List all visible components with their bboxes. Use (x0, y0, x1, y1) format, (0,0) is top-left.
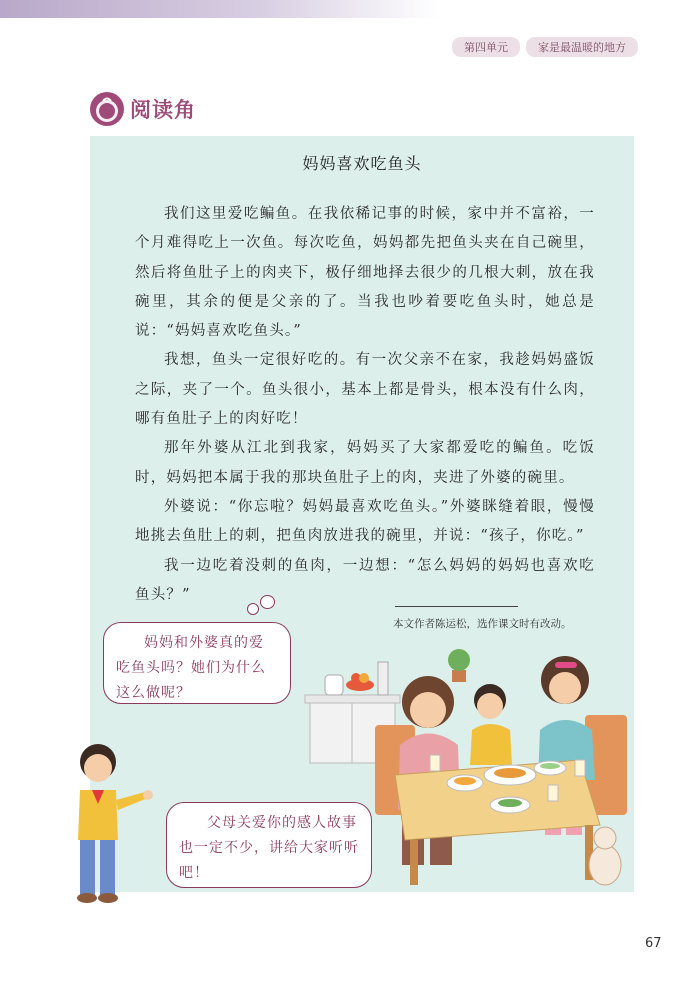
unit-header (452, 37, 638, 57)
article-paragraph: 我们这里爱吃鳊鱼。在我依稀记事的时候，家中并不富裕，一个月难得吃上一次鱼。每次吃鱼，妈妈都先把鱼头夹在自己碗里，然后将鱼肚子上的肉夹下，极仔细地择去很少的几根大刺，放在我碗里，其余的便是父亲的了。当我也吵着要吃鱼头时，她总是说：“妈妈喜欢吃鱼头。” (135, 206, 595, 340)
source-note: 本文作者陈运松，选作课文时有改动。 (393, 618, 572, 630)
question-text: 妈妈和外婆真的爱吃鱼头吗？她们为什么这么做呢？ (116, 635, 266, 701)
article-paragraph: 我一边吃着没刺的鱼肉，一边想：“怎么妈妈的妈妈也喜欢吃鱼头？” (135, 557, 595, 603)
apple-head-icon (90, 92, 124, 126)
prompt-text: 父母关爱你的感人故事也一定不少，讲给大家听听吧！ (179, 815, 359, 881)
article-paragraph: 那年外婆从江北到我家，妈妈买了大家都爱吃的鳊鱼。吃饭时，妈妈把本属于我的那块鱼肚子上的肉，夹进了外婆的碗里。 (135, 440, 595, 486)
thought-dot (247, 603, 259, 615)
prompt-bubble (166, 802, 372, 888)
section-header (90, 92, 196, 126)
article-paragraph: 外婆说：“你忘啦？妈妈最喜欢吃鱼头。”外婆眯缝着眼，慢慢地挑去鱼肚上的刺，把鱼肉放进我的碗里，并说：“孩子，你吃。” (135, 498, 595, 545)
article-paragraph: 我想，鱼头一定很好吃的。有一次父亲不在家，我趁妈妈盛饭之际，夹了一个。鱼头很小，基本上都是骨头，根本没有什么肉，哪有鱼肚子上的肉好吃！ (135, 352, 595, 428)
article-body (135, 200, 595, 610)
question-bubble (103, 622, 291, 704)
section-title: 阅读角 (130, 98, 196, 122)
boy-narrator-illustration (70, 740, 165, 910)
page-number: 67 (645, 936, 662, 951)
source-divider (395, 606, 518, 607)
unit-title: 家是最温暖的地方 (526, 37, 638, 57)
thought-dot (260, 595, 275, 609)
article-title: 妈妈喜欢吃鱼头 (302, 154, 422, 173)
unit-label: 第四单元 (452, 37, 520, 57)
top-decorative-band (0, 0, 440, 18)
